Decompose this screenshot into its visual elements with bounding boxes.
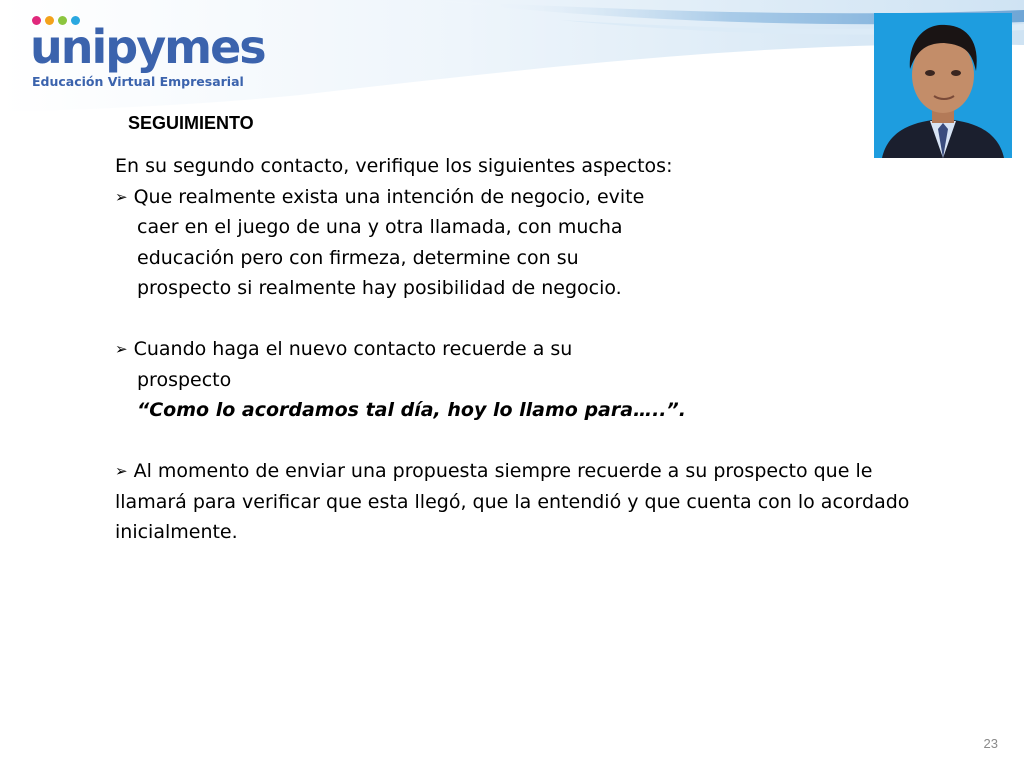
- slide-title: SEGUIMIENTO: [128, 113, 254, 133]
- bullet-3-line-1: ➢ Al momento de enviar una propuesta siempre recuerde a su prospecto que le: [115, 460, 873, 482]
- bullet-3-line-2: llamará para verificar que esta llegó, que la entendió y que cuenta con lo acordado: [115, 490, 910, 513]
- bullet-2-line-2: prospecto: [137, 368, 232, 391]
- bullet-1-line-2: caer en el juego de una y otra llamada, con mucha: [137, 216, 623, 238]
- logo-tagline: Educación Virtual Empresarial: [32, 74, 244, 89]
- bullet-1-line-4: prospecto si realmente hay posibilidad de negocio.: [137, 277, 622, 299]
- logo-wordmark: unipymes: [30, 20, 265, 74]
- bullet-2-line-1: ➢ Cuando haga el nuevo contacto recuerde a su: [115, 338, 573, 360]
- arrowhead-bullet-icon: ➢: [115, 462, 128, 480]
- page-number: 23: [983, 736, 998, 751]
- slide-body: [115, 151, 995, 548]
- bullet-1-line-3: educación pero con firmeza, determine con su: [137, 246, 579, 269]
- arrowhead-bullet-icon: ➢: [115, 340, 128, 358]
- intro-text: En su segundo contacto, verifique los siguientes aspectos:: [115, 155, 673, 177]
- bullet-1-line-1: ➢ Que realmente exista una intención de negocio, evite: [115, 185, 645, 208]
- arrowhead-bullet-icon: ➢: [115, 187, 128, 206]
- unipymes-logo: [30, 14, 265, 94]
- bullet-3-line-3: inicialmente.: [115, 521, 238, 543]
- bullet-2-quote: “Como lo acordamos tal día, hoy lo llamo para…..”.: [137, 399, 686, 421]
- presenter-photo: [874, 13, 1012, 158]
